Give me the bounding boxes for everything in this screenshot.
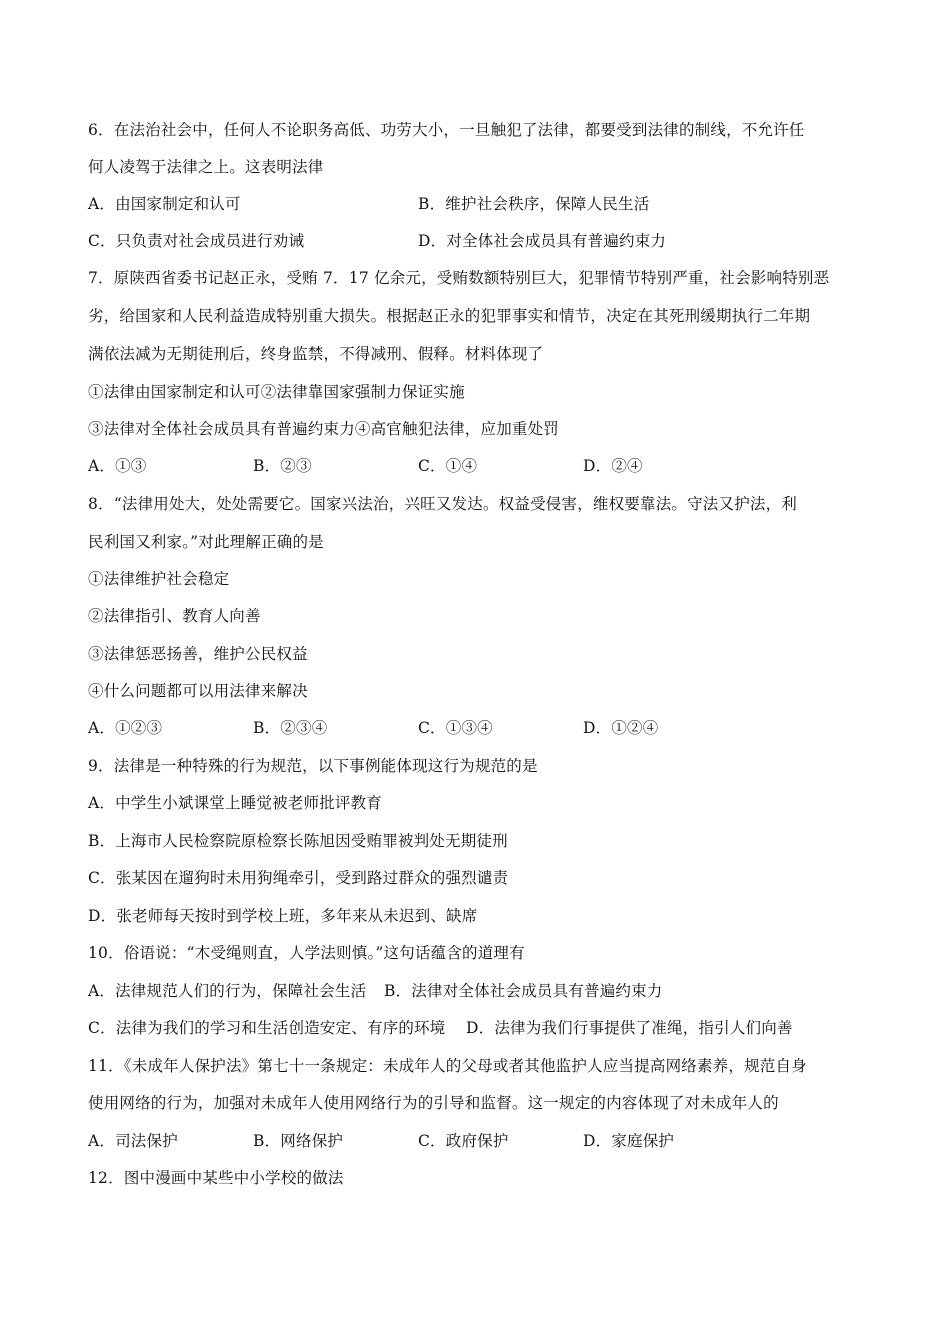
q7-option-c: C．①④	[418, 457, 478, 475]
q7-statements-line1: ①法律由国家制定和认可②法律靠国家强制力保证实施	[88, 383, 465, 401]
q7-option-a: A．①③	[88, 457, 147, 475]
q8-option-a: A．①②③	[88, 719, 163, 737]
q6-option-c: C．只负责对社会成员进行劝诫	[88, 232, 305, 250]
q10-option-c: C．法律为我们的学习和生活创造安定、有序的环境	[88, 1019, 446, 1037]
q11-option-a: A．司法保护	[88, 1132, 178, 1150]
q9-stem-line1: 9．法律是一种特殊的行为规范，以下事例能体现这行为规范的是	[88, 757, 538, 775]
q7-stem-line2: 劣，给国家和人民利益造成特别重大损失。根据赵正永的犯罪事实和情节，决定在其死刑缓期执行二年期	[88, 307, 811, 325]
q10-option-b: B．法律对全体社会成员具有普遍约束力	[384, 982, 663, 1000]
q11-option-c: C．政府保护	[418, 1132, 509, 1150]
q8-statement-2: ②法律指引、教育人向善	[88, 607, 261, 625]
q10-option-d: D．法律为我们行事提供了准绳，指引人们向善	[466, 1019, 793, 1037]
q7-statements-line2: ③法律对全体社会成员具有普遍约束力④高官触犯法律，应加重处罚	[88, 420, 560, 438]
q6-option-a: A．由国家制定和认可	[88, 195, 241, 213]
q11-stem-line2: 使用网络的行为，加强对未成年人使用网络行为的引导和监督。这一规定的内容体现了对未成年人的	[88, 1094, 779, 1112]
q8-statement-1: ①法律维护社会稳定	[88, 570, 230, 588]
q7-stem-line3: 满依法减为无期徒刑后，终身监禁，不得减刑、假释。材料体现了	[88, 345, 544, 363]
q7-option-b: B．②③	[253, 457, 312, 475]
q8-statement-3: ③法律惩恶扬善，维护公民权益	[88, 645, 308, 663]
q8-stem-line1: 8．“法律用处大，处处需要它。国家兴法治，兴旺又发达。权益受侵害，维权要靠法。守法又护法，利	[88, 495, 797, 513]
q8-option-d: D．①②④	[583, 719, 659, 737]
q9-option-a: A．中学生小斌课堂上睡觉被老师批评教育	[88, 794, 382, 812]
q11-option-d: D．家庭保护	[583, 1132, 675, 1150]
q6-option-b: B．维护社会秩序，保障人民生活	[418, 195, 650, 213]
q12-stem-line1: 12．图中漫画中某些中小学校的做法	[88, 1169, 344, 1187]
q9-option-b: B．上海市人民检察院原检察长陈旭因受贿罪被判处无期徒刑	[88, 832, 508, 850]
q8-stem-line2: 民利国又利家。”对此理解正确的是	[88, 533, 324, 551]
q11-stem-line1: 11．《未成年人保护法》第七十一条规定：未成年人的父母或者其他监护人应当提高网络素养，规范自身	[88, 1057, 807, 1075]
q8-statement-4: ④什么问题都可以用法律来解决	[88, 682, 308, 700]
q7-option-d: D．②④	[583, 457, 643, 475]
q8-option-b: B．②③④	[253, 719, 328, 737]
q6-stem-line2: 何人凌驾于法律之上。这表明法律	[88, 158, 324, 176]
q6-option-d: D．对全体社会成员具有普遍约束力	[418, 232, 667, 250]
q9-option-d: D．张老师每天按时到学校上班，多年来从未迟到、缺席	[88, 907, 478, 925]
q10-stem-line1: 10．俗语说：“木受绳则直，人学法则慎。”这句话蕴含的道理有	[88, 944, 525, 962]
q8-option-c: C．①③④	[418, 719, 493, 737]
q7-stem-line1: 7．原陕西省委书记赵正永，受贿 7．17 亿余元，受贿数额特别巨大，犯罪情节特别严重，社会影响特别恶	[88, 269, 830, 287]
q11-option-b: B．网络保护	[253, 1132, 344, 1150]
q9-option-c: C．张某因在遛狗时未用狗绳牵引，受到路过群众的强烈谴责	[88, 869, 509, 887]
q10-option-a: A．法律规范人们的行为，保障社会生活	[88, 982, 367, 1000]
q6-stem-line1: 6．在法治社会中，任何人不论职务高低、功劳大小，一旦触犯了法律，都要受到法律的制线，不允许任	[88, 121, 805, 139]
